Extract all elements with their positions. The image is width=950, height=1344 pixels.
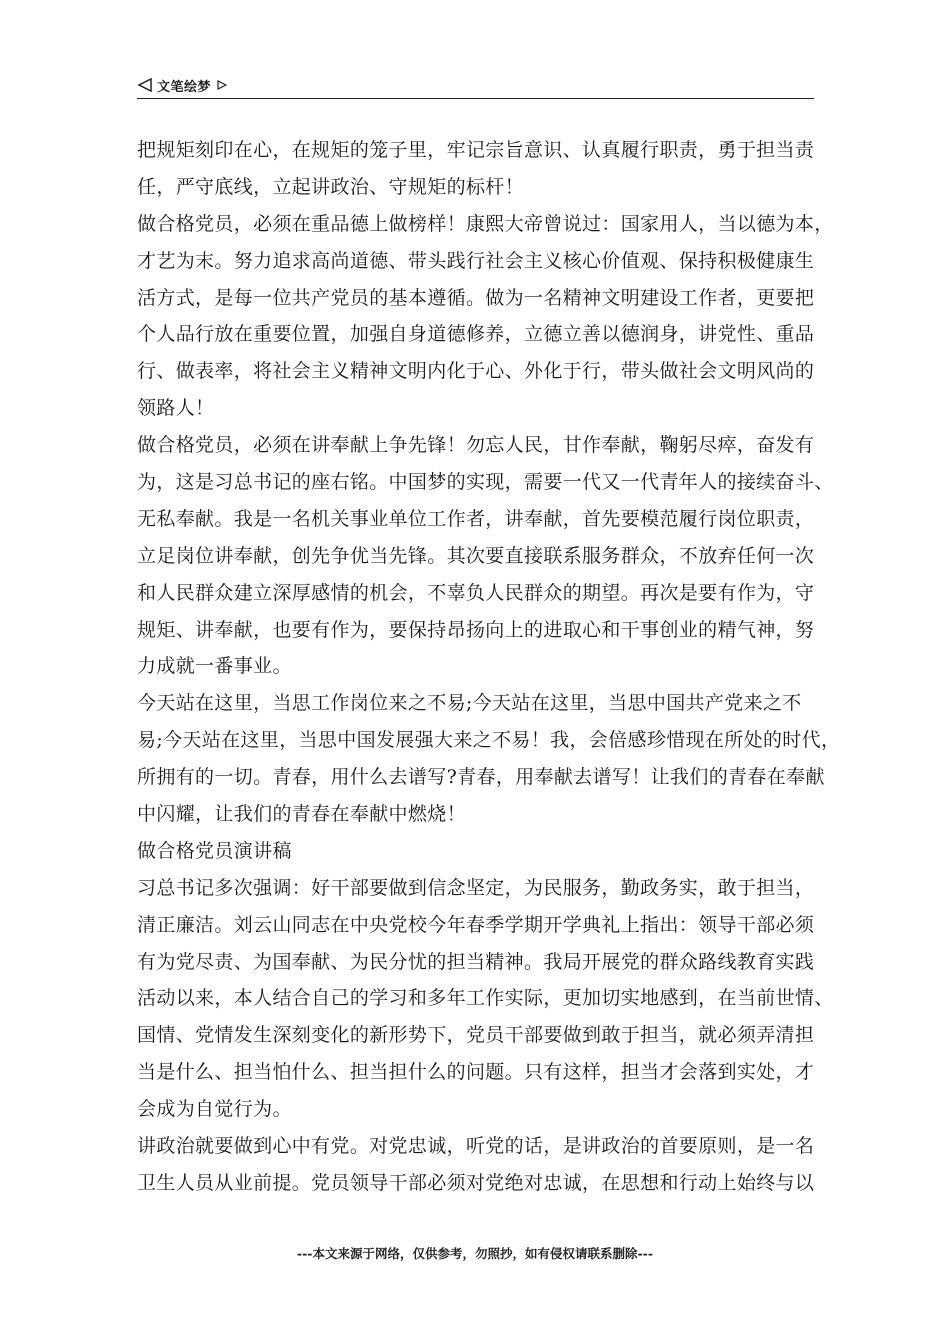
text-line: 领路人！ — [137, 397, 215, 420]
text-line: 才艺为末。努力追求高尚道德、带头践行社会主义核心价值观、保持积极健康生 — [137, 249, 815, 272]
triangle-right-outline-icon — [217, 80, 227, 90]
text-line: 做合格党员演讲稿 — [137, 839, 292, 862]
text-line: 卫生人员从业前提。党员领导干部必须对党绝对忠诚，在思想和行动上始终与以 — [137, 1171, 815, 1194]
text-line: 清正廉洁。刘云山同志在中央党校今年春季学期开学典礼上指出：领导干部必须 — [137, 913, 815, 936]
text-line: 当是什么、担当怕什么、担当担什么的问题。只有这样，担当才会落到实处，才 — [137, 1061, 815, 1084]
text-line: 任，严守底线，立起讲政治、守规矩的标杆！ — [137, 175, 525, 198]
document-body — [137, 132, 841, 1202]
brand-name: 文笔绘梦 — [157, 79, 212, 95]
text-line: 立足岗位讲奉献，创先争优当先锋。其次要直接联系服务群众，不放弃任何一次 — [137, 544, 815, 567]
page-header — [137, 72, 814, 99]
text-line: 有为党尽责、为国奉献、为民分忧的担当精神。我局开展党的群众路线教育实践 — [137, 950, 815, 973]
text-line: 做合格党员，必须在重品德上做榜样！康熙大帝曾说过：国家用人，当以德为本， — [137, 212, 834, 235]
text-line: 讲政治就要做到心中有党。对党忠诚，听党的话，是讲政治的首要原则，是一名 — [137, 1135, 815, 1158]
text-line: 个人品行放在重要位置，加强自身道德修养，立德立善以德润身，讲党性、重品 — [137, 323, 815, 346]
text-line: 和人民群众建立深厚感情的机会，不辜负人民群众的期望。再次是要有作为，守 — [137, 581, 815, 604]
text-line: 活方式，是每一位共产党员的基本遵循。做为一名精神文明建设工作者，更要把 — [137, 286, 815, 309]
text-line: 活动以来，本人结合自己的学习和多年工作实际，更加切实地感到，在当前世情、 — [137, 987, 834, 1010]
text-line: 做合格党员，必须在讲奉献上争先锋！勿忘人民，甘作奉献，鞠躬尽瘁，奋发有 — [137, 434, 815, 457]
text-line: 把规矩刻印在心，在规矩的笼子里，牢记宗旨意识、认真履行职责，勇于担当责 — [137, 139, 815, 161]
text-line: 为，这是习总书记的座右铭。中国梦的实现，需要一代又一代青年人的接续奋斗、 — [137, 471, 834, 494]
text-line: 中闪耀，让我们的青春在奉献中燃烧！ — [137, 803, 466, 826]
triangle-left-outline-icon — [137, 77, 153, 93]
text-line: 规矩、讲奉献，也要有作为，要保持昂扬向上的进取心和干事创业的精气神，努 — [137, 618, 815, 641]
text-line: 会成为自觉行为。 — [137, 1098, 292, 1121]
text-line: 无私奉献。我是一名机关事业单位工作者，讲奉献，首先要模范履行岗位职责， — [137, 507, 815, 530]
text-line: 国情、党情发生深刻变化的新形势下，党员干部要做到敢于担当，就必须弄清担 — [137, 1024, 815, 1047]
text-line: 力成就一番事业。 — [137, 655, 292, 678]
text-line: 所拥有的一切。青春，用什么去谱写?青春，用奉献去谱写！让我们的青春在奉献 — [137, 766, 825, 789]
text-line: 行、做表率，将社会主义精神文明内化于心、外化于行，带头做社会文明风尚的 — [137, 360, 815, 383]
text-line: 习总书记多次强调：好干部要做到信念坚定，为民服务，勤政务实，敢于担当， — [137, 876, 815, 899]
text-line: 今天站在这里，当思工作岗位来之不易;今天站在这里，当思中国共产党来之不 — [137, 692, 802, 715]
footer-disclaimer: ---本文来源于网络，仅供参考，勿照抄，如有侵权请联系删除--- — [296, 1246, 654, 1261]
text-line: 易;今天站在这里，当思中国发展强大来之不易！我，会倍感珍惜现在所处的时代， — [137, 729, 841, 752]
